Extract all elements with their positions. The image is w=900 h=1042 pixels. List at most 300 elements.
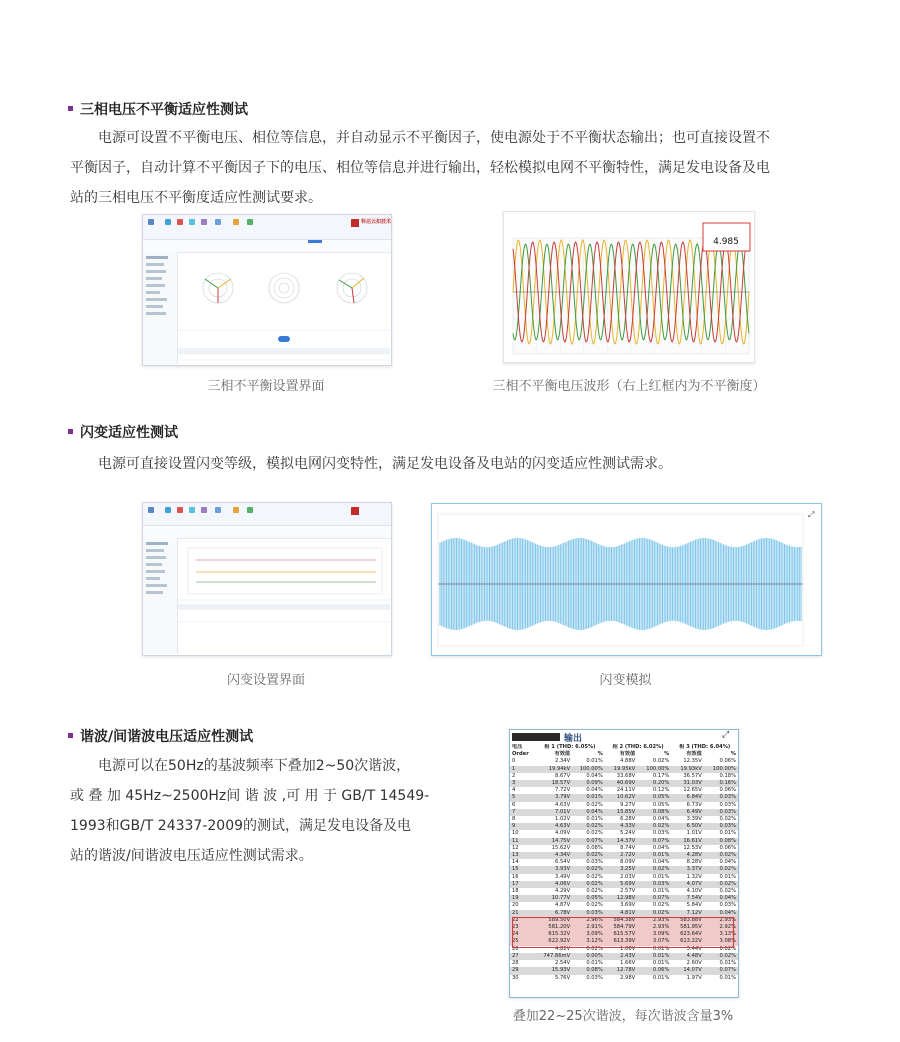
table-cell: 0.02% [586,801,603,808]
bullet-icon [68,733,73,738]
header-cell: Order [512,751,529,758]
table-row [510,895,738,902]
table-cell: 23 [510,924,535,931]
table-row [510,758,738,765]
table-cell: 0.05% [652,801,670,808]
phasor-panel [178,252,390,364]
paragraph-line: 或 叠 加 45Hz~2500Hz间 谐 波 ,可 用 于 GB/T 14549- [70,788,430,804]
table-cell: 7 [510,809,535,816]
table-cell: 0.01% [719,830,736,837]
table-cell: 6.49V [671,809,703,816]
table-cell: 12.98V [605,895,637,902]
table-cell: 0.01% [652,873,670,880]
table-cell: 3.39V [686,816,702,823]
table-title: 输出 [564,734,583,744]
table-cell: 2.57V [620,888,636,895]
table-cell: 2.92% [704,924,738,931]
table-titlebar [510,730,738,744]
table-row [510,953,738,960]
table-cell: 3.12% [572,938,605,945]
table-cell: 4.34V [535,852,572,859]
table-cell: 1.01V [686,830,702,837]
table-cell: 25 [510,938,535,945]
tree-item[interactable] [146,256,168,259]
table-cell: 0.01% [719,873,736,880]
tree-item[interactable] [146,549,164,552]
tree-item[interactable] [146,291,160,294]
section-title-text: 三相电压不平衡适应性测试 [80,102,248,118]
table-cell: 0.05% [572,895,605,902]
table-column-header [510,751,738,758]
table-cell: 7.54V [671,895,703,902]
table-cell: 3.49V [555,873,571,880]
tree-item[interactable] [146,570,165,573]
tree-item[interactable] [146,305,163,308]
table-cell: 0.02% [719,945,736,952]
table-cell: 0.02% [586,830,603,837]
table-cell: 5.76V [555,974,571,981]
table-cell: 0.06% [719,844,736,851]
table-cell: 0.01% [637,852,671,859]
table-cell: 0.02% [572,881,605,888]
table-row [510,967,738,974]
home-icon [233,507,239,513]
table-cell: 9 [510,823,535,830]
toggle-switch [278,336,290,342]
table-cell: 15.85V [605,809,637,816]
table-cell: 0.02% [586,888,603,895]
table-cell: 0.01% [637,953,671,960]
table-cell: 613.22V [671,938,703,945]
table-cell: 0.02% [704,866,738,873]
section-title-harmonic [68,726,253,746]
table-cell: 6.73V [686,801,702,808]
tree-item[interactable] [146,298,167,301]
paragraph-line: 电源可直接设置闪变等级，模拟电网闪变特性，满足发电设备及电站的闪变适应性测试需求。 [98,456,672,472]
paragraph-line: 站的谐波/间谐波电压适应性测试需求。 [70,848,313,864]
table-cell: 0.02% [704,953,738,960]
table-cell: 0.06% [637,967,671,974]
table-row [510,859,738,866]
table-cell: 11 [510,838,535,845]
table-row [510,823,738,830]
table-cell: 33.68V [616,772,636,779]
table-cell: 1 [510,766,535,773]
menu-icon [148,219,154,225]
unbalance-factor-value: 4.985 [713,237,739,247]
table-cell: 100.00% [704,766,738,773]
table-cell: 2.54V [555,960,571,967]
table-cell: 7.01V [535,809,572,816]
table-cell: 0.04% [704,910,738,917]
table-cell: 0.08% [572,967,605,974]
table-cell: 18 [512,888,519,895]
table-cell: 24 [510,931,535,938]
section-title-text: 谐波/间谐波电压适应性测试 [80,729,254,745]
table-cell: 5.24V [620,830,636,837]
section-paragraph-harmonic [70,751,440,871]
table-cell: 24.11V [616,787,636,794]
table-row [510,852,738,859]
refresh-icon [189,507,195,513]
table-cell: 0.16% [704,780,738,787]
table-cell: 3.13% [704,931,738,938]
table-cell: 0.09% [572,780,605,787]
table-cell: 4.33V [605,823,637,830]
table-cell: 20 [512,902,519,909]
section-title-unbalance [68,99,248,119]
tree-item[interactable] [146,577,160,580]
table-row [510,874,738,881]
tree-item[interactable] [146,591,163,594]
play-icon [165,507,171,513]
table-cell: 0.12% [652,787,670,794]
table-cell: 100.00% [572,766,605,773]
home-icon [233,219,239,225]
table-cell: 2.93% [637,924,671,931]
table-cell: 0.02% [572,823,605,830]
table-cell: 0.02% [637,823,671,830]
table-cell: 581.95V [671,924,703,931]
paragraph-line: 站的三相电压不平衡度适应性测试要求。 [70,190,322,206]
table-cell: 0.03% [586,974,603,981]
play-icon [165,219,171,225]
table-cell: 13 [510,852,535,859]
table-cell: 3.44V [686,945,702,952]
table-cell: 0.01% [719,960,736,967]
table-cell: 0.03% [637,881,671,888]
table-cell: 0.02% [719,816,736,823]
table-cell: 0.04% [652,816,670,823]
header-cell: 相 1 (THD: 6.05%) [544,744,596,750]
table-cell: 0.01% [652,888,670,895]
table-cell: 4.29V [555,888,571,895]
tree-item[interactable] [146,277,162,280]
table-row [510,794,738,801]
caption-flicker-setting: 闪变设置界面 [226,673,305,688]
table-cell: 0.02% [704,852,738,859]
table-cell: 0.03% [652,830,670,837]
header-cell: % [730,751,736,758]
section-title-flicker [68,422,178,442]
table-cell: 4.09V [555,830,571,837]
tree-item[interactable] [146,556,166,559]
table-row [510,802,738,809]
tree-item[interactable] [146,584,167,587]
table-cell: 0.04% [572,809,605,816]
table-cell: 2.03V [620,873,636,880]
table-cell: 0 [512,758,516,765]
table-cell: 623.64V [671,931,703,938]
table-cell: 581.20V [535,924,572,931]
table-row [510,866,738,873]
table-cell: 6.78V [535,910,572,917]
expand-icon: ⤢ [808,510,815,519]
table-cell: 19 [510,895,535,902]
table-cell: 0.08% [704,838,738,845]
table-cell: 0.01% [586,758,603,765]
table-cell: 0.02% [637,910,671,917]
caption-harmonic: 叠加22~25次谐波，每次谐波含量3% [512,1009,734,1024]
table-cell: 0.07% [637,838,671,845]
table-cell: 18.57V [535,780,572,787]
table-cell: 3.37V [671,866,703,873]
ribbon-toolbar [143,503,391,526]
table-cell: 12.65V [683,787,702,794]
table-row [510,881,738,888]
chart-icon [201,507,207,513]
table-cell: 2.91% [572,924,605,931]
table-cell: 19.93kV [671,766,703,773]
flicker-waveform-chart [432,504,821,655]
table-cell: 9.27V [620,801,636,808]
table-row [510,902,738,909]
table-cell: 2.72V [605,852,637,859]
table-cell: 0.01% [652,974,670,981]
table-cell: 0.02% [637,866,671,873]
tree-item[interactable] [146,563,162,566]
tree-sidebar [143,252,178,364]
table-cell: 3.07% [637,938,671,945]
table-row [510,960,738,967]
table-row [510,773,738,780]
table-cell: 12.35V [683,758,702,765]
table-cell: 2.98V [620,974,636,981]
table-cell: 1.66V [620,960,636,967]
table-cell: 0.04% [586,787,603,794]
section-title-text: 闪变适应性测试 [80,425,178,441]
table-cell: 583.88V [671,917,703,924]
table-cell: 0.03% [704,809,738,816]
flicker-waveform-screenshot [431,503,822,656]
table-row [510,766,738,773]
table-cell: 14.07V [671,967,703,974]
table-row [510,809,738,816]
table-cell: 0.02% [719,888,736,895]
table-row [510,838,738,845]
table-cell: 1.32V [686,873,702,880]
active-tab-marker [308,240,322,243]
header-cell: % [597,751,603,758]
table-cell: 15.62V [551,844,571,851]
table-cell: 0.01% [586,816,603,823]
bullet-icon [68,429,73,434]
table-cell: 8.67V [555,772,571,779]
table-cell: 2.34V [555,758,571,765]
table-cell: 0.07% [572,838,605,845]
table-cell: 12 [512,844,519,851]
table-cell: 0.02% [586,873,603,880]
header-cell: % [664,751,670,758]
table-row [510,780,738,787]
table-cell: 0.01% [719,974,736,981]
settings-icon [247,507,253,513]
ribbon-toolbar [143,215,391,240]
table-cell: 4.28V [671,852,703,859]
table-cell: 0.04% [586,772,603,779]
table-cell: 0.07% [637,895,671,902]
table-cell: 3 [510,780,535,787]
table-cell: 0.20% [637,780,671,787]
table-cell: 3.69V [620,902,636,909]
table-cell: 3.25V [605,866,637,873]
header-cell: 有效值 [619,751,636,758]
expand-icon[interactable]: ⤢ [722,730,730,740]
table-cell: 7.72V [555,787,571,794]
table-cell: 4.88V [620,758,636,765]
table-cell: 4.63V [535,823,572,830]
table-cell: 12.78V [605,967,637,974]
table-cell: 615.57V [605,931,637,938]
table-cell: 5.84V [686,902,702,909]
table-cell: 19.94kV [535,766,572,773]
paragraph-line: 电源可设置不平衡电压、相位等信息，并自动显示不平衡因子，使电源处于不平衡状态输出；也可直接设置不 [98,130,770,146]
table-cell: 0.02% [572,852,605,859]
table-cell: 2.93% [637,917,671,924]
table-cell: 589.50V [535,917,572,924]
table-cell: 21 [510,910,535,917]
window-label-block [512,733,560,741]
table-cell: 0.03% [719,902,736,909]
table-cell: 0.02% [586,945,603,952]
stop-icon [177,507,183,513]
table-cell: 4.87V [555,902,571,909]
table-row [510,910,738,917]
header-cell: 电压 [512,744,523,750]
table-cell: 1.97V [686,974,702,981]
paragraph-line: 1993和GB/T 24337-2009的测试，满足发电设备及电 [70,818,412,834]
table-cell: 0.18% [719,772,736,779]
brand-logo [351,507,359,515]
table-row [510,888,738,895]
bullet-icon [68,106,73,111]
table-cell: 16.61V [671,838,703,845]
table-row [510,787,738,794]
table-cell: 0.04% [652,859,670,866]
table-cell: 622.92V [535,938,572,945]
caption-flicker-simulation: 闪变模拟 [599,673,652,688]
tree-item[interactable] [146,312,166,315]
table-cell: 0.01% [572,794,605,801]
tree-item[interactable] [146,263,164,266]
table-cell: 2.93% [704,917,738,924]
tree-item[interactable] [146,270,166,273]
table-cell: 0.17% [652,772,670,779]
table-row [510,975,738,982]
flicker-setting-screenshot [142,502,392,656]
stop-icon [177,219,183,225]
table-cell: 584.79V [605,924,637,931]
unbalance-waveform-chart [504,212,754,362]
table-cell: 2.96% [572,917,605,924]
table-cell: 6.28V [620,816,636,823]
table-cell: 0.02% [704,881,738,888]
table-cell: 40.69V [605,780,637,787]
table-cell: 747.86mV [535,953,572,960]
table-cell: 14.37V [605,838,637,845]
table-cell: 6.84V [671,794,703,801]
table-cell: 0.07% [704,967,738,974]
table-cell: 100.00% [637,766,671,773]
save-icon [215,219,221,225]
section-paragraph-unbalance [70,123,850,213]
table-cell: 0.04% [652,844,670,851]
table-cell: 0.02% [652,758,670,765]
brand-logo [351,219,359,227]
chart-icon [201,219,207,225]
table-cell: 14 [512,859,519,866]
tree-item[interactable] [146,284,165,287]
table-cell: 0.02% [586,902,603,909]
unbalance-waveform-screenshot [503,211,755,363]
table-cell: 4.10V [686,888,702,895]
table-cell: 0.04% [704,895,738,902]
header-cell: 相 2 (THD: 6.02%) [612,744,664,750]
table-cell: 15.93V [535,967,572,974]
table-cell: 3.08% [704,938,738,945]
table-cell: 4.07V [671,881,703,888]
table-cell: 22 [510,917,535,924]
table-cell: 10 [512,830,519,837]
table-cell: 6.50V [671,823,703,830]
table-row [510,816,738,823]
caption-unbalance-setting: 三相不平衡设置界面 [207,379,325,394]
table-cell: 0.08% [586,844,603,851]
table-cell: 8.09V [620,859,636,866]
paragraph-line: 平衡因子，自动计算不平衡因子下的电压、相位等信息并进行输出，轻松模拟电网不平衡特性，满足发电设备及电 [70,160,770,176]
table-cell: 19.95kV [605,766,637,773]
tree-item[interactable] [146,542,168,545]
header-cell: 有效值 [686,751,702,758]
highlight-box-22-25 [512,917,734,948]
table-cell: 14.75V [535,838,572,845]
table-cell: 0.03% [704,823,738,830]
paragraph-line: 电源可以在50Hz的基波频率下叠加2~50次谐波， [98,758,411,774]
settings-icon [247,219,253,225]
table-cell: 0.01% [652,945,670,952]
table-cell: 2 [512,772,516,779]
table-cell: 16 [512,873,519,880]
menu-icon [148,507,154,513]
refresh-icon [189,219,195,225]
table-cell: 0.04% [719,859,736,866]
section-paragraph-flicker [70,449,850,479]
table-cell: 0.08% [637,809,671,816]
table-cell: 0.03% [704,794,738,801]
table-cell: 4.63V [555,801,571,808]
table-row [510,830,738,837]
harmonic-output-screenshot [509,729,739,998]
caption-unbalance-waveform: 三相不平衡电压波形（右上红框内为不平衡度） [492,379,766,394]
table-cell: 0.00% [572,953,605,960]
table-cell: 3.09% [572,931,605,938]
table-cell: 30 [512,974,519,981]
table-cell: 1.02V [555,816,571,823]
table-cell: 1.06V [620,945,636,952]
table-cell: 0.06% [719,787,736,794]
table-cell: 8.74V [620,844,636,851]
table-cell: 3.93V [535,866,572,873]
table-cell: 584.38V [605,917,637,924]
phasor-diagram-b [269,273,299,303]
phasor-diagram-c [337,273,367,303]
table-cell: 17 [510,881,535,888]
table-cell: 4.06V [535,881,572,888]
table-cell: 0.02% [572,866,605,873]
table-cell: 0.03% [572,910,605,917]
table-cell: 4.81V [605,910,637,917]
table-cell: 28 [512,960,519,967]
